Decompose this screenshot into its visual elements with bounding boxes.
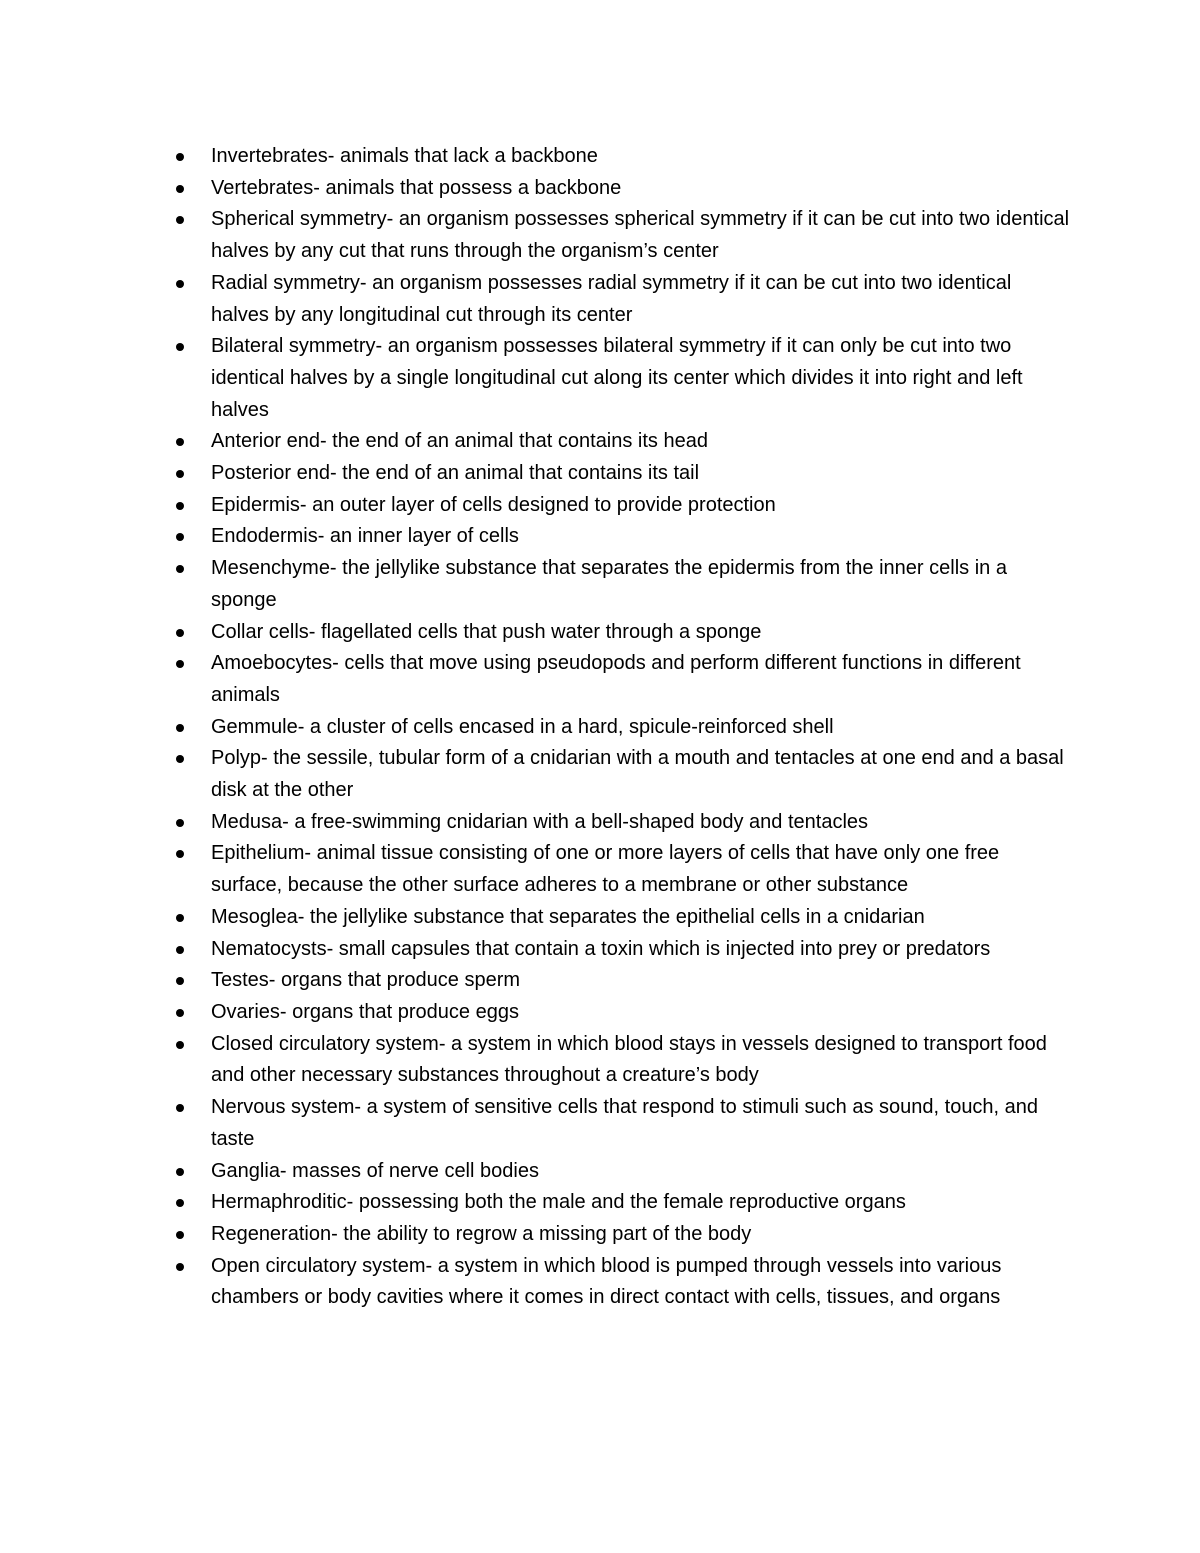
- list-item-text: Invertebrates- animals that lack a backbone: [211, 145, 598, 167]
- bullet-icon: [176, 1104, 184, 1112]
- bullet-icon: [176, 850, 184, 858]
- bullet-icon: [176, 153, 184, 161]
- list-item: [172, 997, 1072, 1029]
- list-item-text: Spherical symmetry- an organism possesses spherical symmetry if it can be cut into two identical halves by any cut that runs through the organism’s center: [211, 208, 1070, 263]
- list-item-text: Nervous system- a system of sensitive cells that respond to stimuli such as sound, touch, and taste: [211, 1096, 1039, 1150]
- list-item: [172, 902, 1072, 934]
- list-item: [172, 1029, 1072, 1092]
- list-item-text: Ganglia- masses of nerve cell bodies: [211, 1159, 539, 1182]
- list-item-text: Hermaphroditic- possessing both the male and the female reproductive organs: [211, 1191, 906, 1214]
- list-item-text: Polyp- the sessile, tubular form of a cnidarian with a mouth and tentacles at one end and a basal disk at the other: [211, 747, 1064, 802]
- bullet-icon: [176, 1041, 184, 1049]
- list-item: [172, 648, 1072, 711]
- list-item: [172, 173, 1072, 205]
- bullet-icon: [176, 1231, 184, 1239]
- list-item: [172, 1187, 1072, 1219]
- list-item-text: Testes- organs that produce sperm: [211, 969, 521, 992]
- bullet-icon: [176, 1263, 184, 1271]
- bullet-icon: [176, 977, 184, 985]
- bullet-icon: [176, 1199, 184, 1207]
- list-item-text: Gemmule- a cluster of cells encased in a hard, spicule-reinforced shell: [211, 715, 834, 738]
- list-item: [172, 838, 1072, 901]
- list-item: [172, 204, 1072, 267]
- bullet-icon: [176, 343, 184, 351]
- list-item: [172, 743, 1072, 806]
- bullet-icon: [176, 280, 184, 288]
- bullet-icon: [176, 724, 184, 732]
- list-item: [172, 490, 1072, 522]
- list-item: [172, 553, 1072, 616]
- list-item: [172, 807, 1072, 839]
- bullet-icon: [176, 629, 184, 637]
- list-item: [172, 426, 1072, 458]
- bullet-icon: [176, 438, 184, 446]
- list-item-text: Regeneration- the ability to regrow a missing part of the body: [211, 1222, 752, 1245]
- list-item-text: Mesoglea- the jellylike substance that separates the epithelial cells in a cnidarian: [211, 905, 925, 928]
- bullet-icon: [176, 185, 184, 193]
- bullet-icon: [176, 470, 184, 478]
- list-item: [172, 141, 1072, 173]
- list-item: [172, 712, 1072, 744]
- list-item: [172, 331, 1072, 426]
- bullet-icon: [176, 216, 184, 224]
- list-item: [172, 617, 1072, 649]
- list-item-text: Epidermis- an outer layer of cells designed to provide protection: [211, 493, 776, 516]
- list-item-text: Bilateral symmetry- an organism possesses bilateral symmetry if it can only be cut into two identical halves by a single longitudinal cut along its center which divides it into right and left halves: [211, 335, 1023, 421]
- list-item: [172, 268, 1072, 331]
- list-item-text: Endodermis- an inner layer of cells: [211, 525, 519, 548]
- bullet-icon: [176, 565, 184, 573]
- list-item-text: Mesenchyme- the jellylike substance that separates the epidermis from the inner cells in a sponge: [211, 557, 1007, 611]
- list-item-text: Closed circulatory system- a system in which blood stays in vessels designed to transport food and other necessary substances throughout a creature’s body: [211, 1032, 1047, 1087]
- bullet-icon: [176, 1168, 184, 1176]
- list-item: [172, 1219, 1072, 1251]
- list-item: [172, 1156, 1072, 1188]
- list-item: [172, 1092, 1072, 1155]
- vocabulary-list: [172, 141, 1072, 1314]
- list-item-text: Medusa- a free-swimming cnidarian with a bell-shaped body and tentacles: [211, 810, 869, 833]
- list-item-text: Radial symmetry- an organism possesses radial symmetry if it can be cut into two identical halves by any longitudinal cut through its center: [211, 271, 1012, 326]
- list-item: [172, 521, 1072, 553]
- list-item-text: Anterior end- the end of an animal that contains its head: [211, 430, 708, 453]
- bullet-icon: [176, 502, 184, 510]
- list-item-text: Open circulatory system- a system in which blood is pumped through vessels into various chambers or body cavities where it comes in direct contact with cells, tissues, and organs: [211, 1254, 1002, 1309]
- list-item: [172, 458, 1072, 490]
- list-item: [172, 1251, 1072, 1314]
- bullet-icon: [176, 819, 184, 827]
- list-item-text: Nematocysts- small capsules that contain a toxin which is injected into prey or predators: [211, 937, 991, 960]
- list-item: [172, 965, 1072, 997]
- bullet-icon: [176, 946, 184, 954]
- bullet-icon: [176, 660, 184, 668]
- list-item-text: Collar cells- flagellated cells that push water through a sponge: [211, 620, 762, 643]
- list-item-text: Posterior end- the end of an animal that contains its tail: [211, 462, 700, 485]
- list-item-text: Ovaries- organs that produce eggs: [211, 1000, 519, 1023]
- bullet-icon: [176, 914, 184, 922]
- bullet-icon: [176, 1009, 184, 1017]
- list-item: [172, 934, 1072, 966]
- bullet-icon: [176, 533, 184, 541]
- bullet-icon: [176, 755, 184, 763]
- list-item-text: Vertebrates- animals that possess a backbone: [211, 176, 622, 199]
- list-item-text: Epithelium- animal tissue consisting of one or more layers of cells that have only one free surface, because the other surface adheres to a membrane or other substance: [211, 842, 1000, 897]
- list-item-text: Amoebocytes- cells that move using pseudopods and perform different functions in different animals: [211, 652, 1021, 706]
